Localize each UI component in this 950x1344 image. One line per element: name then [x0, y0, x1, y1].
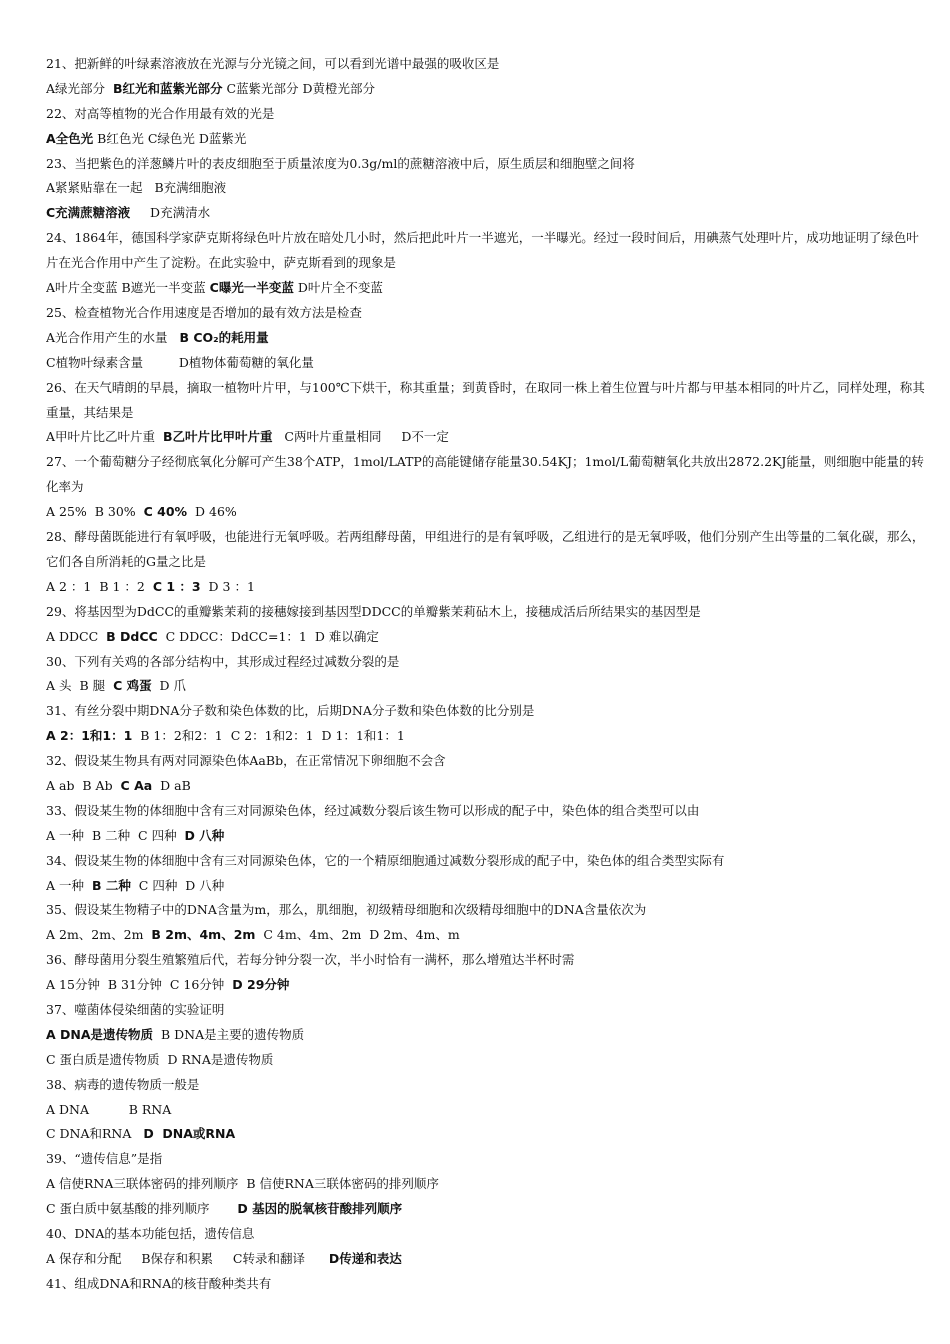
- text-line: [46, 699, 926, 724]
- text-line: [46, 1122, 926, 1147]
- text-segment: A 2m、2m、2m: [46, 927, 152, 943]
- text-segment: B红色光 C绿色光 D蓝紫光: [93, 130, 247, 146]
- text-line: [46, 874, 926, 899]
- text-line: [46, 1247, 926, 1272]
- text-line: [46, 973, 926, 998]
- text-line: [46, 898, 926, 923]
- text-line: [46, 1023, 926, 1048]
- text-line: [46, 500, 926, 525]
- text-line: [46, 176, 926, 201]
- text-segment: D aB: [152, 777, 191, 793]
- text-segment: A紧紧贴靠在一起 B充满细胞液: [46, 180, 227, 196]
- text-line: [46, 301, 926, 326]
- text-segment: C植物叶绿素含量 D植物体葡萄糖的氧化量: [46, 354, 314, 370]
- text-segment: 26、在天气晴朗的早晨，摘取一植物叶片甲，与100℃下烘干，称其重量；到黄昏时，在取同一株上着生位置与叶片都与甲基本相同的叶片乙，同样处理，称其重量，其结果是: [46, 379, 925, 420]
- text-line: [46, 152, 926, 177]
- text-segment: B 1：2和2：1 C 2：1和2：1 D 1：1和1：1: [132, 728, 405, 744]
- text-segment: 29、将基因型为DdCC的重瓣紫茉莉的接穗嫁接到基因型DDCC的单瓣紫茉莉砧木上，接穗成活后所结果实的基因型是: [46, 603, 701, 619]
- text-line: [46, 351, 926, 376]
- text-segment: D 3 ：1: [200, 578, 255, 594]
- answer-text: D 八种: [184, 827, 225, 843]
- answer-text: B红光和蓝紫光部分: [112, 80, 223, 96]
- answer-text: C充满蔗糖溶液: [46, 205, 131, 221]
- text-line: [46, 201, 926, 226]
- text-segment: A DDCC: [46, 628, 107, 644]
- text-segment: 27、一个葡萄糖分子经彻底氧化分解可产生38个ATP，1mol/LATP的高能键储存能量30.54KJ；1mol/L葡萄糖氧化共放出2872.2KJ能量，则细胞中能量的转化率为: [46, 454, 924, 495]
- text-segment: 33、假设某生物的体细胞中含有三对同源染色体，经过减数分裂后该生物可以形成的配子中，染色体的组合类型可以由: [46, 802, 700, 818]
- text-segment: 24、1864年，德国科学家萨克斯将绿色叶片放在暗处几小时，然后把此叶片一半遮光，一半曝光。经过一段时间后，用碘蒸气处理叶片，成功地证明了绿色叶片在光合作用中产生了淀粉。在此实验中，萨克斯看到的现象是: [46, 230, 919, 271]
- text-segment: C 四种 D 八种: [130, 877, 225, 893]
- text-line: [46, 226, 926, 276]
- text-line: [46, 1048, 926, 1073]
- text-segment: 31、有丝分裂中期DNA分子数和染色体数的比，后期DNA分子数和染色体数的比分别是: [46, 703, 535, 719]
- text-segment: 41、组成DNA和RNA的核苷酸种类共有: [46, 1275, 272, 1291]
- text-line: [46, 1098, 926, 1123]
- text-line: [46, 102, 926, 127]
- text-segment: 30、下列有关鸡的各部分结构中，其形成过程经过减数分裂的是: [46, 653, 400, 669]
- answer-text: C 鸡蛋: [113, 678, 152, 694]
- text-line: [46, 52, 926, 77]
- answer-text: C曝光一半变蓝: [209, 280, 294, 296]
- text-line: [46, 799, 926, 824]
- text-line: [46, 849, 926, 874]
- text-line: [46, 948, 926, 973]
- text-line: [46, 774, 926, 799]
- text-line: [46, 674, 926, 699]
- text-segment: D 46%: [187, 504, 237, 520]
- text-line: [46, 77, 926, 102]
- text-segment: C DDCC：DdCC=1：1 D 难以确定: [157, 628, 379, 644]
- text-line: [46, 1147, 926, 1172]
- text-line: [46, 1073, 926, 1098]
- answer-text: B DdCC: [106, 628, 158, 644]
- text-line: [46, 276, 926, 301]
- text-line: [46, 923, 926, 948]
- text-segment: 37、噬菌体侵染细菌的实验证明: [46, 1001, 225, 1017]
- text-line: [46, 575, 926, 600]
- text-line: [46, 998, 926, 1023]
- text-line: [46, 1272, 926, 1297]
- text-segment: B DNA是主要的遗传物质: [153, 1026, 305, 1042]
- text-segment: D充满清水: [130, 205, 211, 221]
- text-segment: 23、当把紫色的洋葱鳞片叶的表皮细胞至于质量浓度为0.3g/ml的蔗糖溶液中后，原生质层和细胞壁之间将: [46, 155, 635, 171]
- text-segment: A叶片全变蓝 B遮光一半变蓝: [46, 280, 210, 296]
- text-line: [46, 625, 926, 650]
- text-segment: A DNA B RNA: [46, 1101, 172, 1117]
- answer-text: B 2m、4m、2m: [151, 927, 256, 943]
- text-segment: A 信使RNA三联体密码的排列顺序 B 信使RNA三联体密码的排列顺序: [46, 1176, 439, 1192]
- text-segment: C蓝紫光部分 D黄橙光部分: [222, 80, 376, 96]
- text-segment: A 2 ：1 B 1 ：2: [46, 578, 153, 594]
- text-line: [46, 1222, 926, 1247]
- text-segment: 32、假设某生物具有两对同源染色体AaBb，在正常情况下卵细胞不会含: [46, 753, 446, 769]
- text-segment: A甲叶片比乙叶片重: [46, 429, 163, 445]
- text-line: [46, 425, 926, 450]
- text-segment: C两叶片重量相同 D不一定: [272, 429, 449, 445]
- text-line: [46, 127, 926, 152]
- document-page: [46, 52, 926, 1297]
- text-segment: 22、对高等植物的光合作用最有效的光是: [46, 105, 275, 121]
- text-segment: 34、假设某生物的体细胞中含有三对同源染色体，它的一个精原细胞通过减数分裂形成的配子中，染色体的组合类型实际有: [46, 852, 725, 868]
- answer-text: A DNA是遗传物质: [46, 1026, 154, 1042]
- text-segment: 36、酵母菌用分裂生殖繁殖后代，若每分钟分裂一次，半小时恰有一满杯，那么增殖达半杯时需: [46, 952, 575, 968]
- text-line: [46, 724, 926, 749]
- answer-text: C 40%: [143, 504, 188, 520]
- text-segment: C 4m、4m、2m D 2m、4m、m: [255, 927, 460, 943]
- text-line: [46, 600, 926, 625]
- text-segment: 25、检查植物光合作用速度是否增加的最有效方法是检查: [46, 304, 362, 320]
- text-line: [46, 525, 926, 575]
- text-line: [46, 824, 926, 849]
- text-segment: 40、DNA的基本功能包括，遗传信息: [46, 1225, 255, 1241]
- text-segment: A光合作用产生的水量: [46, 329, 180, 345]
- text-line: [46, 749, 926, 774]
- text-segment: C DNA和RNA: [46, 1126, 144, 1142]
- text-segment: A 一种: [46, 877, 92, 893]
- text-segment: A ab B Ab: [46, 777, 121, 793]
- text-segment: 38、病毒的遗传物质一般是: [46, 1076, 200, 1092]
- text-segment: 28、酵母菌既能进行有氧呼吸，也能进行无氧呼吸。若两组酵母菌，甲组进行的是有氧呼吸，乙组进行的是无氧呼吸，他们分别产生出等量的二氧化碳，那么，它们各自所消耗的G量之比是: [46, 529, 925, 569]
- text-line: [46, 450, 926, 500]
- text-segment: A 一种 B 二种 C 四种: [46, 827, 185, 843]
- text-line: [46, 1197, 926, 1222]
- text-segment: A 头 B 腿: [46, 678, 114, 694]
- text-segment: 39、“遗传信息”是指: [46, 1151, 163, 1167]
- text-segment: C 蛋白质是遗传物质 D RNA是遗传物质: [46, 1051, 274, 1067]
- answer-text: D 基因的脱氧核苷酸排列顺序: [237, 1201, 403, 1217]
- text-segment: A 保存和分配 B保存和积累 C转录和翻译: [46, 1250, 329, 1266]
- text-segment: D叶片全不变蓝: [293, 280, 383, 296]
- text-segment: A 15分钟 B 31分钟 C 16分钟: [46, 977, 233, 993]
- text-line: [46, 650, 926, 675]
- answer-text: D传递和表达: [328, 1250, 402, 1266]
- answer-text: B CO₂的耗用量: [179, 329, 269, 345]
- text-segment: A 25% B 30%: [46, 504, 144, 520]
- answer-text: B乙叶片比甲叶片重: [162, 429, 273, 445]
- text-segment: 21、把新鲜的叶绿素溶液放在光源与分光镜之间，可以看到光谱中最强的吸收区是: [46, 56, 500, 71]
- answer-text: D DNA或RNA: [143, 1126, 236, 1142]
- answer-text: C Aa: [120, 777, 153, 793]
- text-line: [46, 326, 926, 351]
- answer-text: A全色光: [46, 130, 94, 146]
- answer-text: D 29分钟: [232, 977, 290, 993]
- answer-text: C 1 ：3: [152, 578, 201, 594]
- answer-text: A 2：1和1：1: [46, 728, 133, 744]
- text-segment: 35、假设某生物精子中的DNA含量为m，那么，肌细胞，初级精母细胞和次级精母细胞中的DNA含量依次为: [46, 902, 647, 918]
- text-line: [46, 376, 926, 426]
- text-segment: D 爪: [151, 678, 187, 694]
- text-segment: A绿光部分: [46, 80, 113, 96]
- text-segment: C 蛋白质中氨基酸的排列顺序: [46, 1201, 238, 1217]
- text-line: [46, 1172, 926, 1197]
- answer-text: B 二种: [91, 877, 131, 893]
